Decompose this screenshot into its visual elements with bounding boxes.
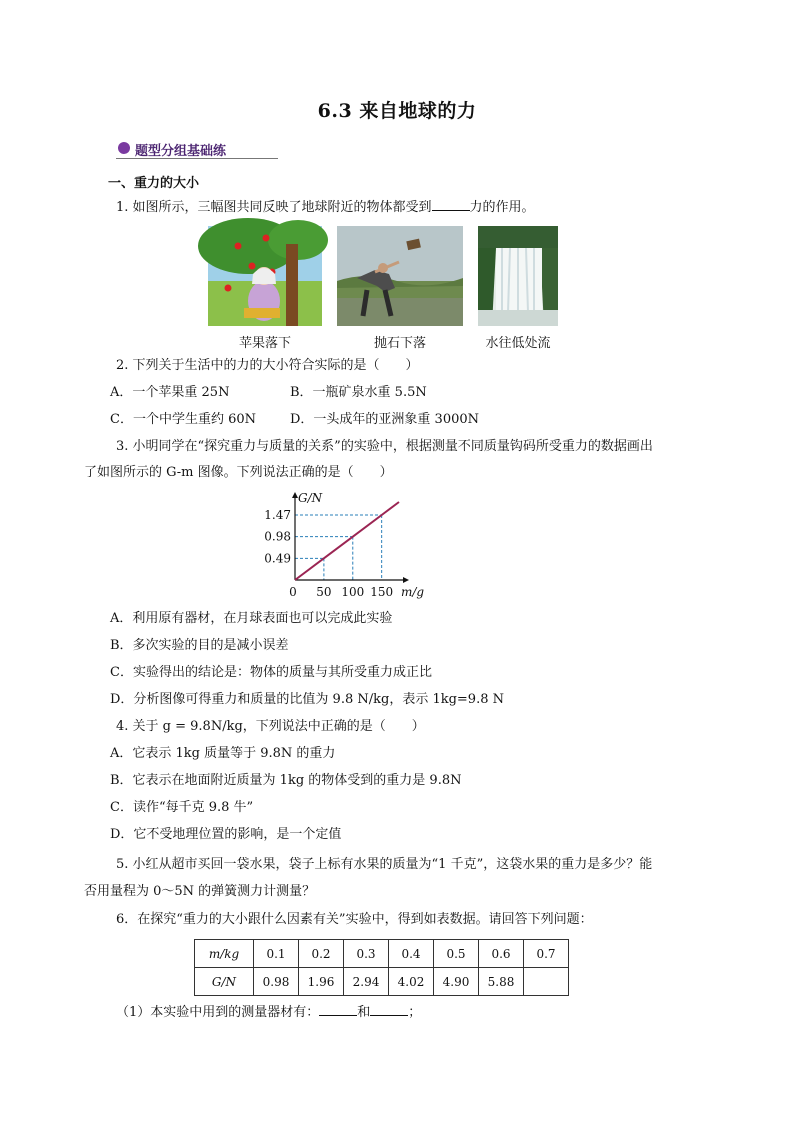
q4-option-a[interactable]: A．它表示 1kg 质量等于 9.8N 的重力 [110, 746, 336, 761]
y-tick-label: 0.49 [264, 551, 291, 566]
q6-sub1: （1）本实验中用到的测量器材有： 和 ； [116, 1005, 422, 1020]
x-axis-arrow-icon [403, 577, 409, 583]
g-m-chart-svg [255, 490, 425, 602]
q2-option-a[interactable]: A．一个苹果重 25N [110, 385, 230, 400]
q6-stem: 6．在探究“重力的大小跟什么因素有关”实验中，得到如表数据。请回答下列问题： [116, 912, 593, 927]
section-tag [116, 140, 278, 159]
table-cell[interactable] [524, 968, 569, 996]
caption-3: 水往低处流 [485, 336, 551, 351]
q4-stem: 4. 关于 g = 9.8N/kg，下列说法中正确的是（ ） [116, 719, 425, 734]
caption-2: 抛石下落 [373, 336, 426, 351]
q4-option-b[interactable]: B．它表示在地面附近质量为 1kg 的物体受到的重力是 9.8N [110, 773, 462, 788]
q5-line2: 否用量程为 0～5N 的弹簧测力计测量？ [84, 884, 316, 899]
table-cell: 0.2 [299, 940, 344, 968]
waterfall-picture [478, 226, 558, 326]
table-cell: 0.6 [479, 940, 524, 968]
answer-blank[interactable] [370, 1003, 408, 1016]
q4-option-d[interactable]: D．它不受地理位置的影响，是一个定值 [110, 827, 342, 842]
q3-option-d[interactable]: D．分析图像可得重力和质量的比值为 9.8 N/kg，表示 1kg=9.8 N [110, 692, 504, 707]
table-row-header: m/kg [195, 940, 254, 968]
q4-option-c[interactable]: C．读作“每千克 9.8 牛” [110, 800, 254, 815]
q2-option-c[interactable]: C．一个中学生重约 60N [110, 412, 256, 427]
y-tick-label: 0.98 [264, 529, 291, 544]
q3-option-a[interactable]: A．利用原有器材，在月球表面也可以完成此实验 [110, 611, 393, 626]
part1-heading: 一、重力的大小 [108, 176, 200, 191]
q1-stem: 1. 如图所示，三幅图共同反映了地球附近的物体都受到 力的作用。 [116, 200, 535, 215]
table-row [195, 940, 569, 968]
q6-data-table-wrap [194, 939, 569, 996]
table-cell: 5.88 [479, 968, 524, 996]
table-cell: 4.90 [434, 968, 479, 996]
q3-stem-line1: 3. 小明同学在“探究重力与质量的关系”的实验中，根据测量不同质量钩码所受重力的数据画出 [116, 439, 653, 454]
throwing-stone-picture [337, 226, 463, 326]
x-tick-label: 150 [370, 585, 394, 599]
apple-falling-picture [208, 226, 322, 326]
q2-stem: 2. 下列关于生活中的力的大小符合实际的是（ ） [116, 358, 419, 373]
q5-line1: 5. 小红从超市买回一袋水果，袋子上标有水果的质量为“1 千克”，这袋水果的重力是多少？能 [116, 857, 653, 872]
table-cell: 0.5 [434, 940, 479, 968]
table-cell: 0.4 [389, 940, 434, 968]
x-axis-label: m/g [401, 585, 425, 599]
table-cell: 0.3 [344, 940, 389, 968]
table-cell: 2.94 [344, 968, 389, 996]
q3-stem-line2: 了如图所示的 G-m 图像。下列说法正确的是（ ） [84, 465, 393, 480]
table-cell: 1.96 [299, 968, 344, 996]
x-tick-label: 0 [289, 585, 297, 599]
table-cell: 0.98 [254, 968, 299, 996]
table-row-header: G/N [195, 968, 254, 996]
q3-option-b[interactable]: B．多次实验的目的是减小误差 [110, 638, 289, 653]
y-tick-label: 1.47 [264, 508, 291, 522]
table-row [195, 968, 569, 996]
table-cell: 0.7 [524, 940, 569, 968]
q6-data-table [194, 939, 569, 996]
g-m-chart [255, 490, 425, 602]
caption-1: 苹果落下 [238, 336, 291, 351]
bullet-dot-icon [118, 142, 130, 154]
table-cell: 4.02 [389, 968, 434, 996]
answer-blank[interactable] [319, 1003, 357, 1016]
section-tag-label: 题型分组基础练 [135, 144, 227, 159]
q3-option-c[interactable]: C．实验得出的结论是：物体的质量与其所受重力成正比 [110, 665, 432, 680]
page-title: 6.3 来自地球的力 [317, 100, 477, 122]
x-tick-label: 100 [341, 585, 365, 599]
q2-option-d[interactable]: D．一头成年的亚洲象重 3000N [290, 412, 480, 427]
answer-blank[interactable] [432, 198, 470, 211]
q2-option-b[interactable]: B．一瓶矿泉水重 5.5N [290, 385, 427, 400]
table-cell: 0.1 [254, 940, 299, 968]
y-axis-label: G/N [298, 491, 323, 505]
x-tick-label: 50 [316, 585, 332, 599]
g-m-series-line [295, 502, 399, 580]
